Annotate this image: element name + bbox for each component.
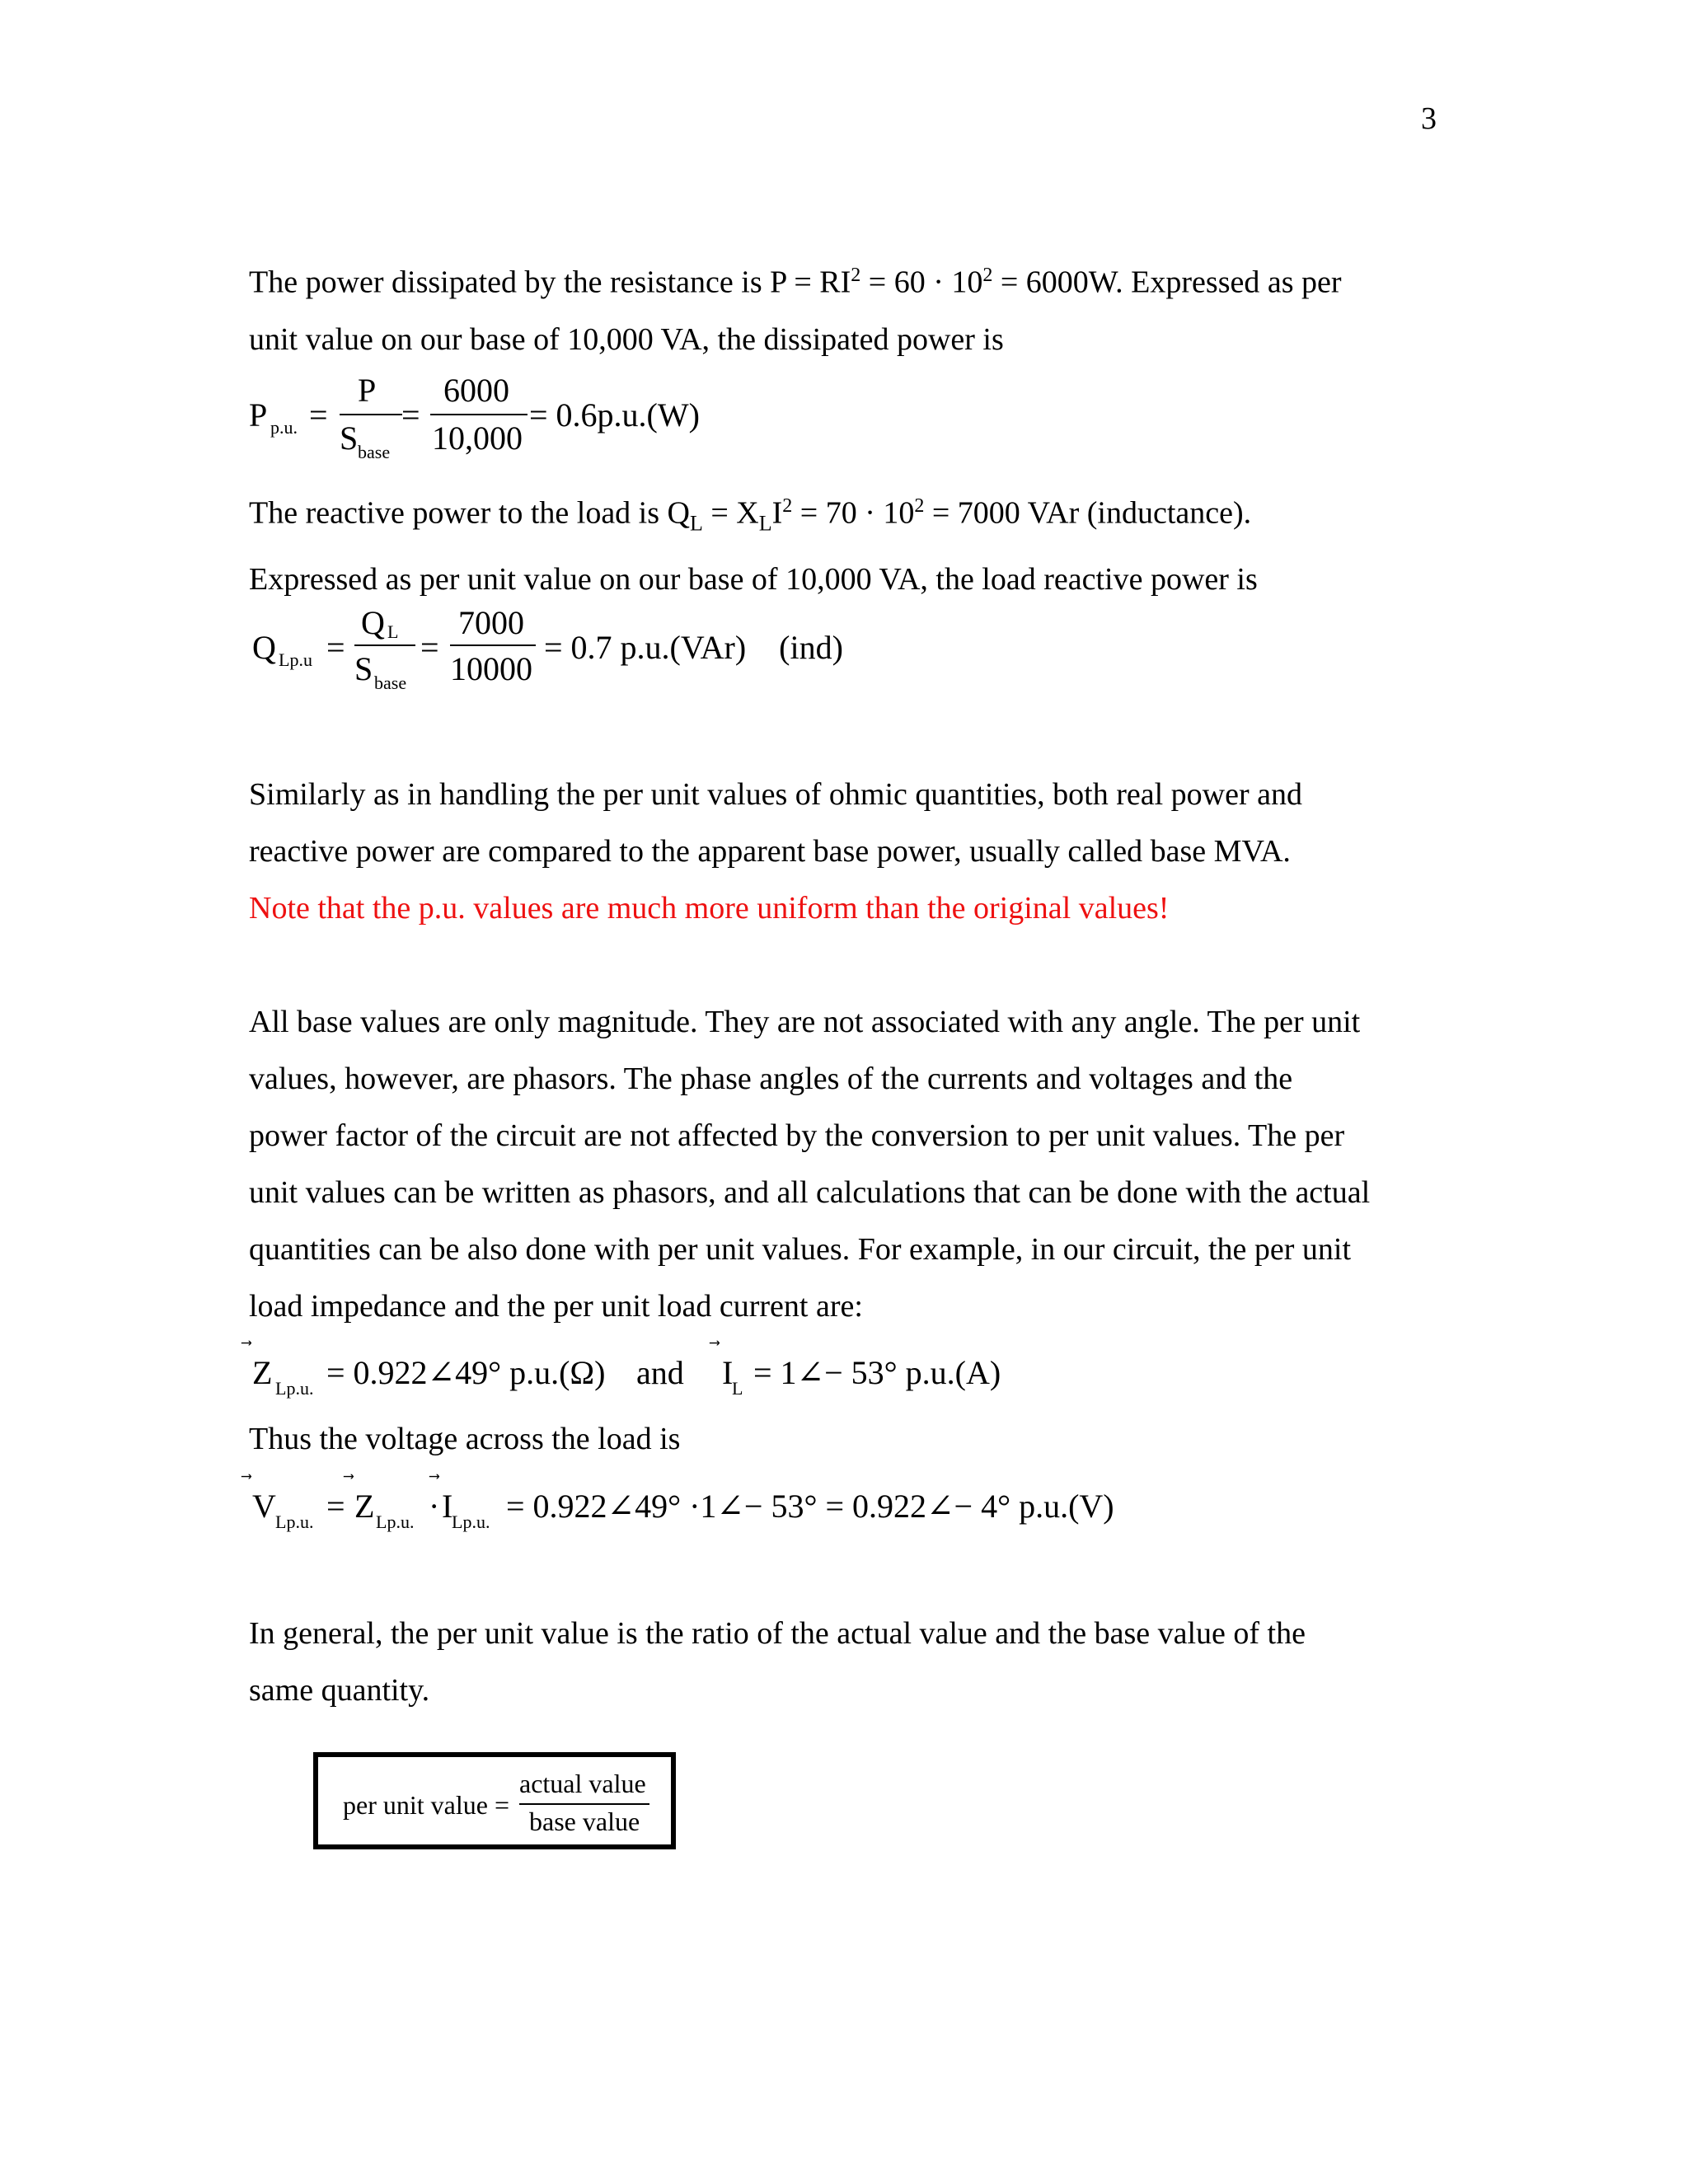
eq3-z-sub: Lp.u. (275, 1378, 314, 1399)
para4-line-3: power factor of the circuit are not affected by the conversion to per unit values. The per (249, 1118, 1345, 1153)
equation-p-pu (249, 371, 743, 462)
eq1-num2: 6000 (443, 372, 509, 409)
para3-note-red: Note that the p.u. values are much more uniform than the original values! (249, 891, 1170, 926)
para2-line1c: I (771, 495, 783, 531)
equation-voltage (249, 1475, 1156, 1533)
equation-q-pu (249, 603, 908, 694)
para2-line1a: The reactive power to the load is Q (249, 495, 690, 531)
page-number: 3 (1421, 101, 1437, 136)
para1-sup-a: 2 (851, 265, 861, 286)
para4-line-6: load impedance and the per unit load current are: (249, 1289, 863, 1324)
eq3-z: Z (252, 1354, 273, 1391)
eq1-equals-2: = (401, 396, 420, 434)
eq1-num1: P (358, 372, 377, 409)
eq2-lhs: Q (252, 629, 276, 666)
para4-line-5: quantities can be also done with per unit values. For example, in our circuit, the per unit (249, 1232, 1352, 1267)
eq4-i-sub: Lp.u. (452, 1511, 490, 1532)
eq2-den1-sub: base (374, 673, 407, 693)
paragraph-reactive-power (249, 478, 1452, 608)
equation-z-and-i (249, 1342, 1073, 1399)
eq3-i-sub: L (732, 1378, 743, 1399)
para3-line1: Similarly as in handling the per unit values of ohmic quantities, both real power and (249, 777, 1302, 812)
para2-sub-l-1: L (689, 511, 703, 536)
paragraph-base-values (249, 994, 1452, 1335)
eq1-equals-1: = (309, 396, 328, 434)
paragraph-similarly (249, 766, 1452, 937)
para4-line-2: values, however, are phasors. The phase angles of the currents and voltages and the (249, 1062, 1293, 1096)
box-denominator: base value (529, 1807, 640, 1836)
eq2-fraction-line-1 (354, 644, 415, 646)
para2-sup-b: 2 (914, 495, 925, 517)
para1-sup-b: 2 (982, 265, 993, 286)
eq1-lhs: P (249, 396, 268, 434)
eq1-fraction-line-2 (430, 414, 528, 415)
para1-line1a: The power dissipated by the resistance is P = RI (249, 265, 851, 300)
eq4-i: I (442, 1488, 453, 1525)
para2-line1b: = X (702, 495, 759, 531)
para3-line2: reactive power are compared to the apparent base power, usually called base MVA. (249, 834, 1291, 869)
eq3-z-value: = 0.922∠49° p.u.(Ω) (326, 1354, 606, 1391)
para2-sub-l-2: L (758, 511, 772, 536)
para2-line1e: = 7000 VAr (inductance). (924, 495, 1252, 531)
box-numerator: actual value (519, 1769, 646, 1798)
eq2-den2: 10000 (450, 650, 532, 687)
eq4-v-sub: Lp.u. (275, 1511, 314, 1532)
eq4-z-sub: Lp.u. (376, 1511, 415, 1532)
eq4-v: V (252, 1488, 276, 1525)
para2-line2: Expressed as per unit value on our base of 10,000 VA, the load reactive power is (249, 562, 1258, 598)
eq1-den1: S (340, 419, 359, 457)
eq4-equals: = (326, 1488, 345, 1525)
para2-line1d: = 70 · 10 (792, 495, 915, 531)
eq4-z: Z (354, 1488, 375, 1525)
eq1-lhs-sub: p.u. (270, 417, 298, 438)
eq2-num2: 7000 (458, 604, 524, 641)
para6-line2: same quantity. (249, 1673, 430, 1708)
eq1-fraction-line-1 (340, 414, 402, 415)
eq4-rest: = 0.922∠49° ·1∠− 53° = 0.922∠− 4° p.u.(V) (506, 1488, 1114, 1525)
para5-line: Thus the voltage across the load is (249, 1422, 681, 1456)
eq2-lhs-sub: Lp.u (279, 649, 312, 670)
eq4-dot: · (429, 1488, 440, 1525)
per-unit-formula-box (313, 1752, 676, 1849)
eq1-den1-sub: base (358, 442, 391, 462)
para2-sup-a: 2 (782, 495, 793, 517)
eq2-fraction-line-2 (450, 644, 536, 646)
para1-line2: unit value on our base of 10,000 VA, the dissipated power is (249, 321, 1004, 357)
eq2-den1: S (354, 650, 373, 687)
eq2-num1: Q (361, 604, 385, 641)
para6-line1: In general, the per unit value is the ratio of the actual value and the base value of the (249, 1616, 1306, 1651)
eq3-i-value: = 1∠− 53° p.u.(A) (753, 1354, 1001, 1391)
eq2-result: = 0.7 p.u.(VAr) (ind) (544, 629, 843, 666)
eq3-and: and (636, 1354, 684, 1391)
eq1-den2: 10,000 (432, 419, 523, 457)
eq2-equals-2: = (420, 629, 439, 666)
para1-line1c: = 6000W. Expressed as per (992, 265, 1342, 300)
paragraph-voltage-across-load (249, 1411, 1452, 1468)
box-fraction-line (519, 1803, 649, 1805)
para1-line1b: = 60 · 10 (860, 265, 983, 300)
para4-line-4: unit values can be written as phasors, and all calculations that can be done with the actual (249, 1175, 1371, 1210)
paragraph-power-dissipated (249, 247, 1452, 368)
paragraph-in-general (249, 1605, 1452, 1719)
eq2-num1-sub: L (387, 621, 399, 642)
para4-line-1: All base values are only magnitude. They are not associated with any angle. The per unit (249, 1005, 1361, 1039)
box-lhs: per unit value = (343, 1790, 509, 1820)
eq3-i: I (722, 1354, 734, 1391)
eq1-result: = 0.6p.u.(W) (529, 396, 700, 434)
eq2-equals-1: = (326, 629, 345, 666)
